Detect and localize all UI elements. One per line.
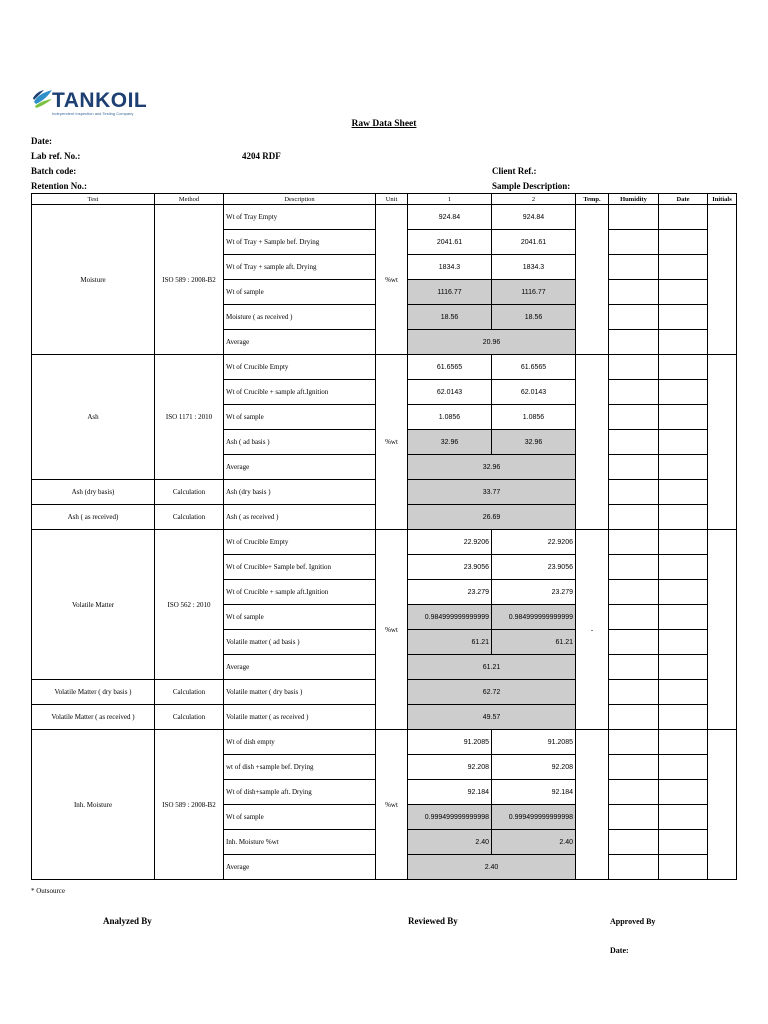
reviewed-by-label: Reviewed By <box>408 916 458 926</box>
inh-average-label: Average <box>224 855 376 880</box>
retention-label: Retention No.: <box>31 181 87 191</box>
volatile-v2: 22.9206 <box>492 530 576 555</box>
humidity-cell <box>609 805 659 830</box>
volatile-desc: Wt of Crucible Empty <box>224 530 376 555</box>
ash-method: ISO 1171 : 2010 <box>155 355 224 480</box>
table-header-row <box>32 194 737 205</box>
moisture-unit: %wt <box>376 205 408 355</box>
date-cell <box>659 605 708 630</box>
ash-dry-value: 33.77 <box>408 480 576 505</box>
moisture-desc: Wt of Tray + Sample bef. Drying <box>224 230 376 255</box>
humidity-cell <box>609 705 659 730</box>
moisture-initials-cell <box>708 205 737 355</box>
moisture-v2: 18.56 <box>492 305 576 330</box>
col-description: Description <box>224 194 376 205</box>
ash-v2: 1.0856 <box>492 405 576 430</box>
table-row <box>32 530 737 555</box>
moisture-average-label: Average <box>224 330 376 355</box>
outsource-note: * Outsource <box>31 887 66 895</box>
logo-tagline: Independent Inspection and Testing Company <box>52 111 134 116</box>
moisture-desc: Wt of Tray Empty <box>224 205 376 230</box>
volatile-desc: Wt of Crucible+ Sample bef. Ignition <box>224 555 376 580</box>
inh-temp-cell <box>576 730 609 880</box>
date-cell <box>659 205 708 230</box>
volatile-average-label: Average <box>224 655 376 680</box>
volatile-v2: 23.9056 <box>492 555 576 580</box>
ash-recv-desc: Ash ( as received ) <box>224 505 376 530</box>
date-cell <box>659 255 708 280</box>
date-cell <box>659 730 708 755</box>
col-rep2: 2 <box>492 194 576 205</box>
inh-v2: 92.184 <box>492 780 576 805</box>
ash-initials-cell <box>708 355 737 530</box>
ash-v1: 62.0143 <box>408 380 492 405</box>
moisture-v1: 18.56 <box>408 305 492 330</box>
moisture-desc: Moisture ( as received ) <box>224 305 376 330</box>
table-row <box>32 355 737 380</box>
date-cell <box>659 705 708 730</box>
approval-date-label: Date: <box>610 946 629 955</box>
col-unit: Unit <box>376 194 408 205</box>
humidity-cell <box>609 280 659 305</box>
humidity-cell <box>609 230 659 255</box>
inh-v2: 0.999499999999998 <box>492 805 576 830</box>
inh-v1: 92.184 <box>408 780 492 805</box>
ash-dry-desc: Ash (dry basis ) <box>224 480 376 505</box>
humidity-cell <box>609 630 659 655</box>
humidity-cell <box>609 380 659 405</box>
humidity-cell <box>609 430 659 455</box>
ash-v1: 61.6565 <box>408 355 492 380</box>
humidity-cell <box>609 355 659 380</box>
volatile-recv-desc: Volatile matter ( as received ) <box>224 705 376 730</box>
moisture-v1: 1116.77 <box>408 280 492 305</box>
inh-v1: 92.208 <box>408 755 492 780</box>
date-cell <box>659 305 708 330</box>
moisture-temp-cell <box>576 205 609 355</box>
humidity-cell <box>609 205 659 230</box>
ash-test: Ash <box>32 355 155 480</box>
humidity-cell <box>609 330 659 355</box>
approved-by-label: Approved By <box>610 917 656 926</box>
volatile-recv-method: Calculation <box>155 705 224 730</box>
moisture-v2: 924.84 <box>492 205 576 230</box>
date-cell <box>659 505 708 530</box>
volatile-dry-desc: Volatile matter ( dry basis ) <box>224 680 376 705</box>
volatile-v1: 23.9056 <box>408 555 492 580</box>
date-cell <box>659 380 708 405</box>
volatile-v2: 0.984999999999999 <box>492 605 576 630</box>
ash-desc: Ash ( ad basis ) <box>224 430 376 455</box>
col-initials: Initials <box>708 194 737 205</box>
humidity-cell <box>609 305 659 330</box>
inh-v2: 92.208 <box>492 755 576 780</box>
ash-v2: 62.0143 <box>492 380 576 405</box>
table-row <box>32 730 737 755</box>
volatile-dry-method: Calculation <box>155 680 224 705</box>
logo-drop-icon <box>32 88 54 112</box>
inh-unit: %wt <box>376 730 408 880</box>
humidity-cell <box>609 255 659 280</box>
date-cell <box>659 655 708 680</box>
ash-desc: Wt of sample <box>224 405 376 430</box>
ash-average: 32.96 <box>408 455 576 480</box>
humidity-cell <box>609 405 659 430</box>
inh-v1: 0.999499999999998 <box>408 805 492 830</box>
volatile-unit: %wt <box>376 530 408 730</box>
ash-recv-test: Ash ( as received) <box>32 505 155 530</box>
inh-v1: 91.2085 <box>408 730 492 755</box>
volatile-desc: Volatile matter ( ad basis ) <box>224 630 376 655</box>
moisture-v2: 1116.77 <box>492 280 576 305</box>
moisture-v2: 2041.61 <box>492 230 576 255</box>
date-cell <box>659 830 708 855</box>
volatile-method: ISO 562 : 2010 <box>155 530 224 680</box>
date-cell <box>659 480 708 505</box>
inh-desc: wt of dish +sample bef. Drying <box>224 755 376 780</box>
volatile-desc: Wt of Crucible + sample aft.Ignition <box>224 580 376 605</box>
humidity-cell <box>609 655 659 680</box>
date-cell <box>659 805 708 830</box>
humidity-cell <box>609 780 659 805</box>
inh-desc: Wt of dish+sample aft. Drying <box>224 780 376 805</box>
humidity-cell <box>609 505 659 530</box>
date-label: Date: <box>31 136 52 146</box>
ash-recv-method: Calculation <box>155 505 224 530</box>
volatile-recv-test: Volatile Matter ( as received ) <box>32 705 155 730</box>
volatile-dry-test: Volatile Matter ( dry basis ) <box>32 680 155 705</box>
humidity-cell <box>609 555 659 580</box>
volatile-v1: 22.9206 <box>408 530 492 555</box>
humidity-cell <box>609 855 659 880</box>
inh-desc: Inh. Moisture %wt <box>224 830 376 855</box>
volatile-test: Volatile Matter <box>32 530 155 680</box>
volatile-dry-value: 62.72 <box>408 680 576 705</box>
date-cell <box>659 330 708 355</box>
volatile-desc: Wt of sample <box>224 605 376 630</box>
date-cell <box>659 230 708 255</box>
humidity-cell <box>609 480 659 505</box>
moisture-v1: 1834.3 <box>408 255 492 280</box>
date-cell <box>659 530 708 555</box>
humidity-cell <box>609 730 659 755</box>
volatile-initials-cell <box>708 530 737 730</box>
col-method: Method <box>155 194 224 205</box>
humidity-cell <box>609 605 659 630</box>
batch-code-label: Batch code: <box>31 166 77 176</box>
humidity-cell <box>609 580 659 605</box>
ash-v1: 32.96 <box>408 430 492 455</box>
date-cell <box>659 855 708 880</box>
col-temp: Temp. <box>576 194 609 205</box>
humidity-cell <box>609 530 659 555</box>
col-date: Date <box>659 194 708 205</box>
ash-unit: %wt <box>376 355 408 530</box>
col-test: Test <box>32 194 155 205</box>
table-row <box>32 205 737 230</box>
volatile-v2: 61.21 <box>492 630 576 655</box>
humidity-cell <box>609 830 659 855</box>
ash-average-label: Average <box>224 455 376 480</box>
inh-v2: 2.40 <box>492 830 576 855</box>
inh-v1: 2.40 <box>408 830 492 855</box>
analyzed-by-label: Analyzed By <box>103 916 152 926</box>
ash-v2: 61.6565 <box>492 355 576 380</box>
col-humidity: Humidity <box>609 194 659 205</box>
logo-wordmark: TANKOIL <box>52 89 148 112</box>
ash-v1: 1.0856 <box>408 405 492 430</box>
lab-ref-label: Lab ref. No.: <box>31 151 81 161</box>
inh-desc: Wt of dish empty <box>224 730 376 755</box>
date-cell <box>659 455 708 480</box>
humidity-cell <box>609 680 659 705</box>
company-logo <box>32 86 152 122</box>
moisture-v2: 1834.3 <box>492 255 576 280</box>
humidity-cell <box>609 455 659 480</box>
ash-v2: 32.96 <box>492 430 576 455</box>
volatile-average: 61.21 <box>408 655 576 680</box>
date-cell <box>659 355 708 380</box>
moisture-desc: Wt of sample <box>224 280 376 305</box>
inh-test: Inh. Moisture <box>32 730 155 880</box>
moisture-v1: 2041.61 <box>408 230 492 255</box>
date-cell <box>659 780 708 805</box>
page-title: Raw Data Sheet <box>351 119 417 129</box>
inh-initials-cell <box>708 730 737 880</box>
ash-desc: Wt of Crucible + sample aft.Ignition <box>224 380 376 405</box>
sample-description-label: Sample Description: <box>492 181 571 191</box>
ash-recv-value: 26.69 <box>408 505 576 530</box>
volatile-v1: 0.984999999999999 <box>408 605 492 630</box>
inh-average: 2.40 <box>408 855 576 880</box>
col-rep1: 1 <box>408 194 492 205</box>
date-cell <box>659 430 708 455</box>
volatile-v1: 61.21 <box>408 630 492 655</box>
moisture-average: 20.96 <box>408 330 576 355</box>
moisture-v1: 924.84 <box>408 205 492 230</box>
moisture-desc: Wt of Tray + sample aft. Drying <box>224 255 376 280</box>
moisture-method: ISO 589 : 2008-B2 <box>155 205 224 355</box>
volatile-recv-value: 49.57 <box>408 705 576 730</box>
ash-dry-method: Calculation <box>155 480 224 505</box>
humidity-cell <box>609 755 659 780</box>
ash-temp-cell <box>576 355 609 530</box>
date-cell <box>659 555 708 580</box>
volatile-v2: 23.279 <box>492 580 576 605</box>
date-cell <box>659 755 708 780</box>
date-cell <box>659 630 708 655</box>
ash-dry-test: Ash (dry basis) <box>32 480 155 505</box>
inh-desc: Wt of sample <box>224 805 376 830</box>
ash-desc: Wt of Crucible Empty <box>224 355 376 380</box>
raw-data-table <box>31 193 737 880</box>
lab-ref-value: 4204 RDF <box>242 151 281 161</box>
date-cell <box>659 580 708 605</box>
client-ref-label: Client Ref.: <box>492 166 537 176</box>
date-cell <box>659 680 708 705</box>
volatile-temp-cell: - <box>576 530 609 730</box>
date-cell <box>659 405 708 430</box>
inh-method: ISO 589 : 2008-B2 <box>155 730 224 880</box>
volatile-v1: 23.279 <box>408 580 492 605</box>
inh-v2: 91.2085 <box>492 730 576 755</box>
moisture-test: Moisture <box>32 205 155 355</box>
date-cell <box>659 280 708 305</box>
